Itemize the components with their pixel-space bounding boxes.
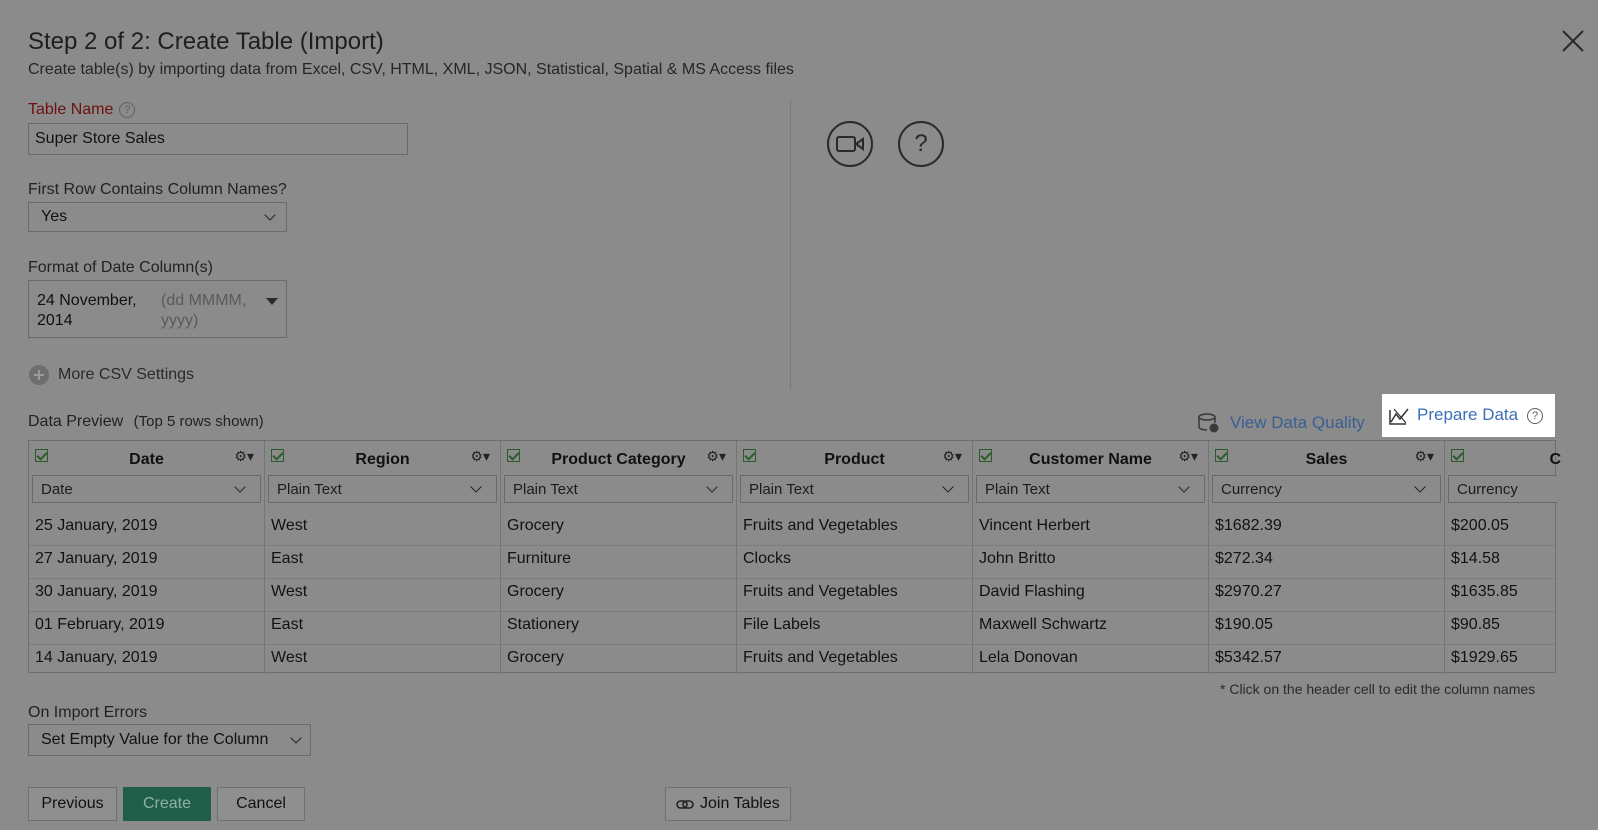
link-icon — [676, 799, 694, 811]
table-cell: West — [271, 517, 308, 534]
table-cell: File Labels — [743, 616, 821, 633]
help-button[interactable] — [898, 121, 944, 167]
import-errors-value: Set Empty Value for the Column — [41, 731, 269, 748]
table-name-value: Super Store Sales — [35, 130, 165, 147]
gear-icon[interactable]: ⚙▾ — [1414, 448, 1434, 464]
table-cell: John Britto — [979, 550, 1056, 567]
first-row-value: Yes — [41, 208, 68, 225]
column-header[interactable] — [29, 441, 264, 475]
join-tables-label: Join Tables — [700, 795, 780, 812]
column-header-name[interactable]: Region — [355, 451, 410, 468]
table-cell: Grocery — [507, 649, 564, 666]
table-column — [265, 441, 501, 674]
table-cell: $1929.65 — [1451, 649, 1518, 666]
column-header-name[interactable]: C — [1549, 451, 1561, 468]
table-cell: West — [271, 583, 308, 600]
column-header[interactable] — [501, 441, 736, 475]
table-cell: Vincent Herbert — [979, 517, 1090, 534]
gear-icon[interactable]: ⚙▾ — [706, 448, 726, 464]
table-cell: 27 January, 2019 — [35, 550, 158, 567]
chevron-down-icon — [470, 481, 481, 492]
column-header-name[interactable]: Product — [824, 451, 885, 468]
table-cell: $190.05 — [1215, 616, 1273, 633]
date-format-label: Format of Date Column(s) — [28, 259, 213, 276]
column-header[interactable] — [1445, 441, 1561, 475]
table-cell: West — [271, 649, 308, 666]
chevron-down-icon — [234, 481, 245, 492]
table-column — [1445, 441, 1561, 674]
column-header-name[interactable]: Sales — [1305, 451, 1348, 468]
data-preview-title: Data Preview — [28, 413, 124, 430]
more-csv-settings-label: More CSV Settings — [58, 366, 195, 383]
column-type-select[interactable] — [268, 475, 497, 503]
date-format-hint — [161, 291, 246, 331]
video-button[interactable] — [827, 121, 873, 167]
table-column — [737, 441, 973, 674]
column-type-value: Currency — [1221, 481, 1282, 498]
table-cell: Lela Donovan — [979, 649, 1078, 666]
data-preview-table — [28, 440, 1561, 673]
date-format-value-line1: 24 November, — [37, 292, 137, 309]
chevron-down-icon — [706, 481, 717, 492]
date-format-value — [37, 291, 137, 331]
column-type-select[interactable] — [740, 475, 969, 503]
table-cell: $14.58 — [1451, 550, 1500, 567]
view-data-quality-label: View Data Quality — [1230, 413, 1365, 432]
table-cell: David Flashing — [979, 583, 1085, 600]
table-cell: Furniture — [507, 550, 572, 567]
column-type-value: Plain Text — [277, 481, 342, 498]
column-checkbox[interactable] — [1451, 449, 1464, 462]
gear-icon[interactable]: ⚙▾ — [234, 448, 254, 464]
dialog-title: Step 2 of 2: Create Table (Import) — [28, 28, 384, 55]
chevron-down-icon — [942, 481, 953, 492]
gear-icon[interactable]: ⚙▾ — [470, 448, 490, 464]
table-cell: $1682.39 — [1215, 517, 1282, 534]
column-header[interactable] — [1209, 441, 1444, 475]
table-cell: Stationery — [507, 616, 580, 633]
table-cell: Grocery — [507, 517, 564, 534]
chevron-down-icon — [264, 209, 275, 220]
row-divider — [29, 644, 1557, 645]
row-divider — [29, 611, 1557, 612]
date-format-hint-line2: yyyy) — [161, 312, 199, 329]
video-camera-icon — [836, 135, 864, 153]
chevron-down-icon — [1414, 481, 1425, 492]
caret-down-icon — [266, 298, 278, 306]
table-column — [973, 441, 1209, 674]
column-type-select[interactable] — [32, 475, 261, 503]
prepare-data-help-icon[interactable]: ? — [1527, 408, 1543, 424]
column-header-name[interactable]: Date — [129, 451, 164, 468]
date-format-select[interactable] — [28, 280, 287, 338]
table-name-label — [28, 101, 135, 119]
table-name-input[interactable] — [28, 123, 408, 155]
table-cell: Grocery — [507, 583, 564, 600]
column-type-select[interactable] — [1212, 475, 1441, 503]
table-cell: Fruits and Vegetables — [743, 649, 898, 666]
chevron-down-icon — [290, 732, 301, 743]
date-format-value-line2: 2014 — [37, 312, 73, 329]
previous-button[interactable]: Previous — [28, 787, 117, 821]
import-errors-select[interactable] — [28, 724, 311, 756]
date-format-hint-line1: (dd MMMM, — [161, 292, 247, 309]
prepare-data-link[interactable]: Prepare Data — [1417, 405, 1519, 424]
prepare-data-highlight — [1382, 394, 1555, 437]
column-type-value: Date — [41, 481, 73, 498]
table-cell: $272.34 — [1215, 550, 1273, 567]
column-type-value: Plain Text — [749, 481, 814, 498]
data-preview-sublabel: (Top 5 rows shown) — [133, 413, 264, 430]
table-cell: Fruits and Vegetables — [743, 517, 898, 534]
column-header[interactable] — [265, 441, 500, 475]
database-check-icon — [1198, 412, 1220, 434]
vertical-divider — [790, 100, 791, 390]
table-cell: $200.05 — [1451, 517, 1509, 534]
table-cell: 30 January, 2019 — [35, 583, 158, 600]
prepare-data-icon — [1388, 406, 1410, 426]
table-cell: $5342.57 — [1215, 649, 1282, 666]
column-type-value: Currency — [1457, 481, 1518, 498]
table-cell: $90.85 — [1451, 616, 1500, 633]
column-type-value: Plain Text — [513, 481, 578, 498]
column-type-select[interactable] — [1448, 475, 1557, 503]
table-cell: East — [271, 616, 304, 633]
cancel-button[interactable]: Cancel — [217, 787, 305, 821]
table-column — [1209, 441, 1445, 674]
table-cell: 14 January, 2019 — [35, 649, 158, 666]
column-type-value: Plain Text — [985, 481, 1050, 498]
chevron-down-icon — [1178, 481, 1189, 492]
table-name-label-text: Table Name — [28, 101, 114, 118]
data-preview-label — [28, 413, 264, 431]
table-column — [501, 441, 737, 674]
gear-icon[interactable]: ⚙▾ — [1178, 448, 1198, 464]
plus-circle-icon — [28, 364, 50, 386]
row-divider — [29, 545, 1557, 546]
column-header-name[interactable]: Customer Name — [1029, 451, 1152, 468]
gear-icon[interactable]: ⚙▾ — [942, 448, 962, 464]
table-cell: Maxwell Schwartz — [979, 616, 1108, 633]
first-row-label: First Row Contains Column Names? — [28, 181, 287, 198]
column-type-select[interactable] — [976, 475, 1205, 503]
column-header[interactable] — [737, 441, 972, 475]
table-cell: $1635.85 — [1451, 583, 1518, 600]
create-button[interactable]: Create — [123, 787, 211, 821]
help-icon[interactable]: ? — [119, 102, 135, 118]
table-cell: 25 January, 2019 — [35, 517, 158, 534]
dialog-subtitle: Create table(s) by importing data from Excel, CSV, HTML, XML, JSON, Statistical, Spatial & MS Access files — [28, 61, 794, 78]
table-cell: 01 February, 2019 — [35, 616, 165, 633]
column-header-name[interactable]: Product Category — [551, 451, 686, 468]
first-row-select[interactable] — [28, 202, 287, 232]
table-column — [29, 441, 265, 674]
close-icon[interactable] — [1558, 26, 1588, 56]
help-icon: ? — [914, 130, 928, 157]
column-type-select[interactable] — [504, 475, 733, 503]
import-errors-label: On Import Errors — [28, 704, 148, 721]
table-cell: $2970.27 — [1215, 583, 1282, 600]
column-edit-hint: * Click on the header cell to edit the column names — [1220, 681, 1536, 697]
row-divider — [29, 578, 1557, 579]
table-cell: East — [271, 550, 304, 567]
table-cell: Fruits and Vegetables — [743, 583, 898, 600]
table-cell: Clocks — [743, 550, 792, 567]
join-tables-button[interactable] — [665, 787, 791, 821]
column-header[interactable] — [973, 441, 1208, 475]
